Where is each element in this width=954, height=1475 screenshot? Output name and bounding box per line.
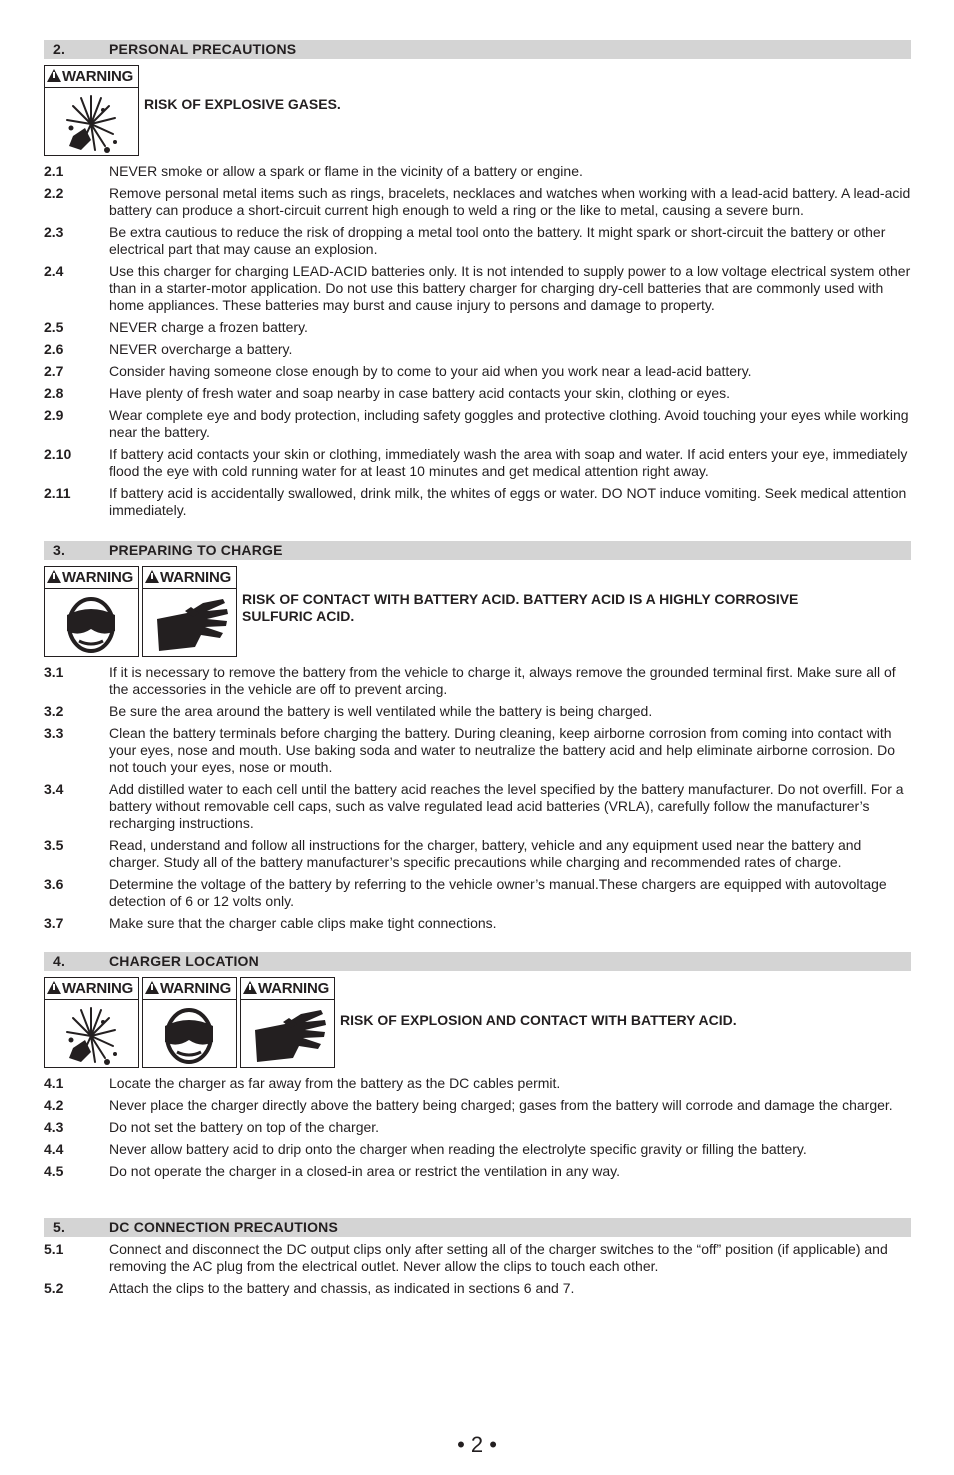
item-text: If it is necessary to remove the battery from the vehicle to charge it, always remove the grounded terminal first. Make sure all of the accessories in the vehicle are off to prevent arcing. [109,664,896,697]
warning-label: WARNING [62,980,134,997]
list-item [44,1141,911,1158]
goggles-icon [143,1000,236,1068]
list-item [44,224,911,258]
list-item [44,781,911,832]
section-title: PERSONAL PRECAUTIONS [109,41,297,57]
warning-triangle-icon [47,981,61,994]
item-text: Do not set the battery on top of the charger. [109,1119,380,1135]
warning-box [142,566,237,657]
list-item [44,703,911,720]
item-text: NEVER charge a frozen battery. [109,319,308,335]
item-number: 2.9 [44,407,64,423]
item-number: 2.7 [44,363,64,379]
warning-triangle-icon [243,981,257,994]
item-number: 2.1 [44,163,64,179]
list-item [44,446,911,480]
list-item [44,1097,911,1114]
section-header [44,952,911,971]
warning-label: WARNING [258,980,330,997]
item-text: If battery acid is accidentally swallowed, drink milk, the whites of eggs or water. DO NOT induce vomiting. Seek medical attention immediately. [109,485,907,518]
warning-label: WARNING [160,569,232,586]
warning-row [44,566,911,657]
warning-text: RISK OF EXPLOSIVE GASES. [144,96,341,112]
section-preparing-to-charge [44,541,911,932]
warning-box [44,65,139,156]
item-number: 5.1 [44,1241,64,1257]
list-item [44,363,911,380]
list-item [44,837,911,871]
page-number: • 2 • [457,1432,497,1457]
warning-text: RISK OF CONTACT WITH BATTERY ACID. BATTERY ACID IS A HIGHLY CORROSIVE SULFURIC ACID. [242,591,799,624]
section-header [44,541,911,560]
item-text: Read, understand and follow all instructions for the charger, battery, vehicle and any equipment used near the battery and charger. Study all of the battery manufacturer’s specific precautions while charging and recommended rates of charge. [109,837,862,870]
item-number: 4.4 [44,1141,64,1157]
warning-triangle-icon [47,69,61,82]
warning-box [44,566,139,657]
item-number: 3.3 [44,725,64,741]
item-list [44,1241,911,1297]
item-text: Do not operate the charger in a closed-in area or restrict the ventilation in any way. [109,1163,621,1179]
item-list [44,664,911,932]
item-text: Be sure the area around the battery is well ventilated while the battery is being charged. [109,703,653,719]
section-number: 5. [53,1219,66,1235]
section-dc-connection-precautions [44,1218,911,1297]
list-item [44,485,911,519]
glove-icon [143,589,236,657]
section-number: 3. [53,542,66,558]
item-number: 4.2 [44,1097,64,1113]
warning-box [240,977,335,1068]
list-item [44,163,911,180]
item-text: If battery acid contacts your skin or clothing, immediately wash the area with soap and water. If acid enters your eye, immediately flood the eye with cold running water for at least 10 minutes and get medical attention right away. [109,446,908,479]
item-text: Locate the charger as far away from the battery as the DC cables permit. [109,1075,561,1091]
warning-triangle-icon [47,570,61,583]
list-item [44,319,911,336]
warning-box [44,977,139,1068]
item-text: Use this charger for charging LEAD-ACID batteries only. It is not intended to supply power to a low voltage electrical system other than in a starter-motor application. Do not use this battery charger for charging dry-cell batteries that are commonly used with home appliances. These batteries may burst and cause injury to persons and damage to property. [109,263,911,313]
item-number: 2.2 [44,185,64,201]
item-number: 4.3 [44,1119,64,1135]
list-item [44,664,911,698]
section-personal-precautions [44,40,911,519]
item-number: 3.5 [44,837,64,853]
item-text: NEVER smoke or allow a spark or flame in the vicinity of a battery or engine. [109,163,583,179]
item-number: 2.8 [44,385,64,401]
item-list [44,163,911,519]
explosion-icon [45,88,138,156]
list-item [44,385,911,402]
warning-row [44,977,911,1068]
item-text: Clean the battery terminals before charging the battery. During cleaning, keep airborne corrosion from coming into contact with your eyes, nose and mouth. Use baking soda and water to neutralize the battery acid and help eliminate airborne corrosion. Do not touch your eyes, nose or mouth. [109,725,896,775]
item-number: 2.3 [44,224,64,240]
item-text: Never place the charger directly above the battery being charged; gases from the battery will corrode and damage the charger. [109,1097,893,1113]
section-header [44,40,911,59]
list-item [44,341,911,358]
glove-icon [241,1000,334,1068]
warning-triangle-icon [145,981,159,994]
item-text: Wear complete eye and body protection, including safety goggles and protective clothing. Avoid touching your eyes while working near the battery. [109,407,909,440]
list-item [44,263,911,314]
item-number: 2.4 [44,263,64,279]
explosion-icon [45,1000,138,1068]
warning-label: WARNING [62,569,134,586]
item-number: 2.11 [44,485,71,501]
item-number: 4.1 [44,1075,64,1091]
list-item [44,1119,911,1136]
item-number: 3.4 [44,781,64,797]
warning-text: RISK OF EXPLOSION AND CONTACT WITH BATTERY ACID. [340,1012,737,1028]
list-item [44,185,911,219]
section-title: PREPARING TO CHARGE [109,542,283,558]
warning-triangle-icon [145,570,159,583]
section-charger-location [44,952,911,1180]
item-number: 3.6 [44,876,64,892]
warning-label: WARNING [160,980,232,997]
item-text: Attach the clips to the battery and chassis, as indicated in sections 6 and 7. [109,1280,575,1296]
warning-label: WARNING [62,68,134,85]
item-text: Never allow battery acid to drip onto the charger when reading the electrolyte specific gravity or filling the battery. [109,1141,807,1157]
section-number: 2. [53,41,66,57]
warning-box [142,977,237,1068]
item-number: 4.5 [44,1163,64,1179]
section-title: DC CONNECTION PRECAUTIONS [109,1219,339,1235]
item-text: Remove personal metal items such as rings, bracelets, necklaces and watches when working with a lead-acid battery. A lead-acid battery can produce a short-circuit current high enough to weld a ring or the like to metal, causing a severe burn. [109,185,911,218]
item-text: Have plenty of fresh water and soap nearby in case battery acid contacts your skin, clothing or eyes. [109,385,730,401]
goggles-icon [45,589,138,657]
item-number: 2.10 [44,446,72,462]
warning-row [44,65,911,156]
list-item [44,407,911,441]
item-text: Consider having someone close enough by to come to your aid when you work near a lead-acid battery. [109,363,752,379]
list-item [44,1163,911,1180]
item-list [44,1075,911,1180]
item-number: 3.2 [44,703,64,719]
item-text: Connect and disconnect the DC output clips only after setting all of the charger switches to the “off” position (if applicable) and removing the AC plug from the electrical outlet. Never allow the clips to touch each other. [109,1241,888,1274]
list-item [44,1280,911,1297]
section-header [44,1218,911,1237]
section-number: 4. [53,953,66,969]
list-item [44,915,911,932]
list-item [44,1075,911,1092]
section-title: CHARGER LOCATION [109,953,259,969]
item-number: 2.5 [44,319,64,335]
item-number: 3.7 [44,915,64,931]
item-text: Make sure that the charger cable clips make tight connections. [109,915,497,931]
list-item [44,1241,911,1275]
item-number: 5.2 [44,1280,64,1296]
item-text: Determine the voltage of the battery by referring to the vehicle owner’s manual.These chargers are equipped with autovoltage detection of 6 or 12 volts only. [109,876,887,909]
item-text: Add distilled water to each cell until the battery acid reaches the level specified by the battery manufacturer. Do not overfill. For a battery without removable cell caps, such as valve regulated lead acid batteries (VRLA), carefully follow the manufacturer’s recharging instructions. [109,781,904,831]
list-item [44,876,911,910]
item-number: 3.1 [44,664,64,680]
item-text: Be extra cautious to reduce the risk of dropping a metal tool onto the battery. It might spark or short-circuit the battery or other electrical part that may cause an explosion. [109,224,886,257]
item-text: NEVER overcharge a battery. [109,341,293,357]
item-number: 2.6 [44,341,64,357]
list-item [44,725,911,776]
